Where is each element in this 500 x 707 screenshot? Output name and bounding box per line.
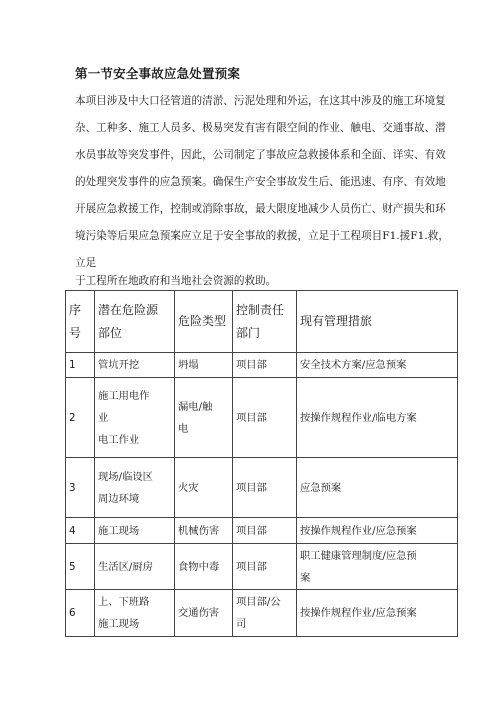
- cell-measures: [297, 590, 458, 637]
- cell-source-line: 周边环境: [98, 492, 140, 505]
- table-row: [66, 353, 458, 378]
- cell-source: [95, 518, 175, 544]
- hazard-table: [65, 290, 458, 637]
- cell-type: [175, 458, 233, 518]
- header-source-line: 部位: [98, 325, 123, 340]
- cell-measures-line: 按操作规程作业/临电方案: [300, 411, 417, 424]
- cell-dept: [233, 544, 297, 590]
- paragraph-line: 开展应急救援工作，控制或消除事故，最大限度地减少人员伤亡、财产损失和环: [75, 203, 446, 215]
- cell-type-line: 电: [178, 422, 189, 435]
- table-row: [66, 590, 458, 637]
- cell-source-line: 电工作业: [98, 433, 140, 446]
- paragraph-line: 杂、工种多、施工人员多、极易突发有害有限空间的作业、触电、交通事故、潜: [75, 122, 446, 134]
- header-dept: [233, 291, 297, 353]
- cell-type-line: 漏电/触: [178, 400, 213, 413]
- cell-type: [175, 544, 233, 590]
- header-source-line: 潜在危险源: [98, 302, 159, 317]
- header-dept-line: 控制责任: [236, 302, 285, 317]
- cell-source-line: 业: [98, 411, 109, 424]
- paragraph-line: 的处理突发事件的应急预案。确保生产安全事故发生后、能迅速、有序、有效地: [75, 176, 446, 188]
- cell-dept: [233, 353, 297, 378]
- header-type-line: 危险类型: [178, 314, 227, 328]
- header-source: [95, 291, 175, 353]
- cell-source: [95, 590, 175, 637]
- paragraph-line: 本项目涉及中大口径管道的清淤、污泥处理和外运，在这其中涉及的施工环境复: [75, 95, 446, 107]
- cell-type-line: 机械伤害: [178, 524, 220, 537]
- cell-seq: 2: [66, 378, 95, 458]
- paragraph-line: 境污染等后果应急预案应立足于安全事故的救援，立足于工程项目F1.援F1.救，: [75, 230, 449, 242]
- header-dept-line: 部门: [236, 325, 261, 340]
- cell-dept-line: 项目部: [236, 524, 267, 537]
- header-seq-line: 序: [69, 302, 82, 317]
- cell-type-line: 火灾: [178, 481, 199, 494]
- cell-dept-line: 项目部: [236, 359, 267, 371]
- cell-measures-line: 按操作规程作业/应急预案: [300, 607, 417, 619]
- cell-source-line: 生活区/厨房: [98, 560, 153, 573]
- cell-seq: 4: [66, 518, 95, 544]
- cell-source-line: 上、下班路: [98, 596, 150, 608]
- body-paragraph: [75, 88, 467, 277]
- cell-dept: [233, 378, 297, 458]
- cell-source-line: 施工用电作: [98, 389, 150, 402]
- cell-source-line: 施工现场: [98, 524, 140, 537]
- header-type: [175, 291, 233, 353]
- cell-measures: [297, 378, 458, 458]
- table-row: [66, 518, 458, 544]
- cell-dept-line: 项目部: [236, 560, 267, 573]
- table-row: [66, 544, 458, 590]
- cell-source: [95, 544, 175, 590]
- header-measures: [297, 291, 458, 353]
- cell-type: [175, 518, 233, 544]
- cell-source: [95, 378, 175, 458]
- cell-type-line: 食物中毒: [178, 560, 220, 573]
- cell-type-line: 交通伤害: [178, 607, 220, 619]
- cell-type-line: 坍塌: [178, 359, 199, 371]
- cell-measures: [297, 353, 458, 378]
- paragraph-line: 立足: [75, 257, 97, 269]
- cell-seq: 5: [66, 544, 95, 590]
- cell-source-line: 管坑开挖: [98, 359, 140, 371]
- cell-type: [175, 353, 233, 378]
- cell-seq: 1: [66, 353, 95, 378]
- cell-seq: 6: [66, 590, 95, 637]
- cell-dept-line: 项目部: [236, 411, 267, 424]
- table-row: [66, 458, 458, 518]
- cell-type: [175, 378, 233, 458]
- cell-source: [95, 458, 175, 518]
- cell-dept-line: 司: [236, 618, 247, 630]
- cell-dept: [233, 590, 297, 637]
- cell-dept-line: 项目部: [236, 481, 267, 494]
- cell-measures-line: 应急预案: [300, 481, 342, 494]
- cell-measures: [297, 458, 458, 518]
- cell-source-line: 现场/临设区: [98, 470, 153, 483]
- cell-dept: [233, 518, 297, 544]
- cell-source: [95, 353, 175, 378]
- cell-measures: [297, 544, 458, 590]
- table-body: [66, 353, 458, 637]
- cell-seq: 3: [66, 458, 95, 518]
- cell-measures-line: 案: [300, 571, 311, 584]
- table-header-row: [66, 291, 458, 353]
- cell-measures-line: 职工健康管理制度/应急预: [300, 549, 417, 562]
- cell-dept-line: 项目部/公: [236, 596, 281, 608]
- cell-measures-line: 安全技术方案/应急预案: [300, 359, 407, 371]
- cell-dept: [233, 458, 297, 518]
- header-measures-line: 现有管理措旅: [300, 314, 373, 328]
- section-title: 第一节安全事故应急处置预案: [75, 66, 241, 81]
- cell-source-line: 施工现场: [98, 618, 140, 630]
- cell-measures: [297, 518, 458, 544]
- table-row: [66, 378, 458, 458]
- header-seq: [66, 291, 95, 353]
- paragraph-line: 水员事故等突发事件，因此，公司制定了事故应急救援体系和全面、详实、有效: [75, 149, 446, 161]
- cell-measures-line: 按操作规程作业/应急预案: [300, 524, 417, 537]
- header-seq-line: 号: [69, 325, 82, 340]
- table-intro-text: 于工程所在地政府和当地社会资源的救助。: [75, 275, 277, 287]
- cell-type: [175, 590, 233, 637]
